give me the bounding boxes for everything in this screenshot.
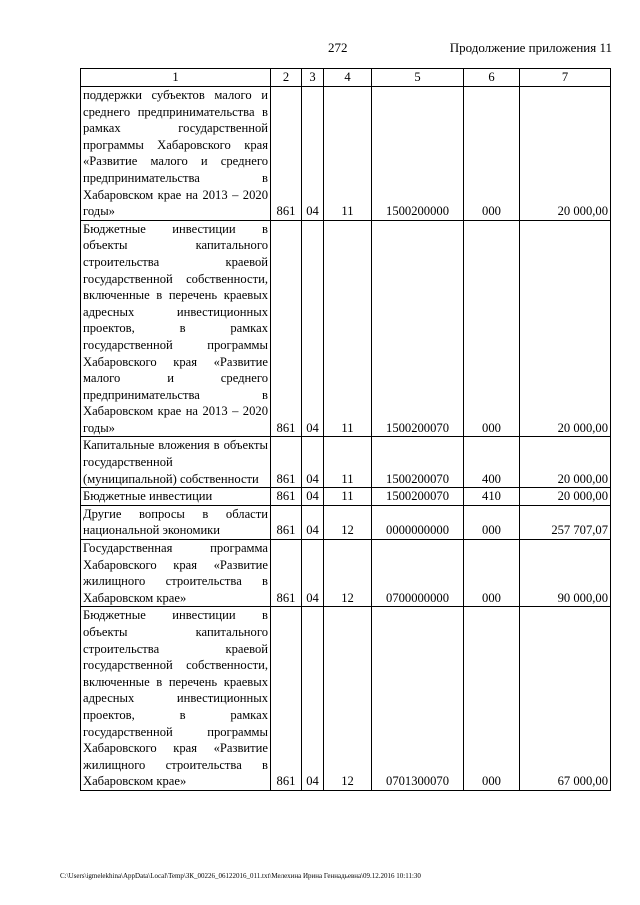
table-row: [81, 505, 611, 539]
ministry-code: 861: [271, 220, 302, 437]
amount: 20 000,00: [520, 220, 611, 437]
column-header: 4: [324, 69, 372, 87]
appendix-continuation-label: Продолжение приложения 11: [449, 40, 612, 55]
amount: 257 707,07: [520, 505, 611, 539]
amount: 20 000,00: [520, 437, 611, 488]
subsection-code: 11: [324, 488, 372, 506]
column-header: 7: [520, 69, 611, 87]
section-code: 04: [302, 437, 324, 488]
expense-type-code: 000: [464, 540, 520, 607]
ministry-code: 861: [271, 540, 302, 607]
amount: 90 000,00: [520, 540, 611, 607]
subsection-code: 12: [324, 505, 372, 539]
row-name: Бюджетные инвестиции в объекты капитального строительства краевой государственной собственности, включенные в перечень краевых адресных инвестиционных проектов, в рамках государственной программы Хабаровского края «Развитие малого и среднего предпринимательства в Хабаровском крае на 2013 – 2020 годы»: [81, 220, 271, 437]
expense-type-code: 000: [464, 87, 520, 221]
column-header: 1: [81, 69, 271, 87]
ministry-code: 861: [271, 505, 302, 539]
row-name: Государственная программа Хабаровского края «Развитие жилищного строительства в Хабаровском крае»: [81, 540, 271, 607]
expense-type-code: 400: [464, 437, 520, 488]
section-code: 04: [302, 540, 324, 607]
target-article-code: 1500200070: [372, 437, 464, 488]
table-row: [81, 437, 611, 488]
section-code: 04: [302, 220, 324, 437]
section-code: 04: [302, 607, 324, 791]
row-name: поддержки субъектов малого и среднего предпринимательства в рамках государственной программы Хабаровского края «Развитие малого и среднего предпринимательства в Хабаровском крае на 2013 – 2020 годы»: [81, 87, 271, 221]
ministry-code: 861: [271, 437, 302, 488]
row-name: Капитальные вложения в объекты государственной (муниципальной) собственности: [81, 437, 271, 488]
subsection-code: 11: [324, 437, 372, 488]
row-name: Бюджетные инвестиции: [81, 488, 271, 506]
subsection-code: 12: [324, 540, 372, 607]
column-header: 5: [372, 69, 464, 87]
section-code: 04: [302, 488, 324, 506]
section-code: 04: [302, 505, 324, 539]
subsection-code: 12: [324, 607, 372, 791]
budget-table: [80, 68, 611, 791]
row-name: Бюджетные инвестиции в объекты капитального строительства краевой государственной собственности, включенные в перечень краевых адресных инвестиционных проектов, в рамках государственной программы Хабаровского края «Развитие жилищного строительства в Хабаровском крае»: [81, 607, 271, 791]
target-article-code: 1500200000: [372, 87, 464, 221]
subsection-code: 11: [324, 220, 372, 437]
ministry-code: 861: [271, 488, 302, 506]
amount: 67 000,00: [520, 607, 611, 791]
target-article-code: 0701300070: [372, 607, 464, 791]
page-number: 272: [328, 40, 348, 55]
section-code: 04: [302, 87, 324, 221]
table-row: [81, 607, 611, 791]
column-header: 6: [464, 69, 520, 87]
column-number-row: [81, 69, 611, 87]
expense-type-code: 000: [464, 505, 520, 539]
ministry-code: 861: [271, 607, 302, 791]
ministry-code: 861: [271, 87, 302, 221]
subsection-code: 11: [324, 87, 372, 221]
amount: 20 000,00: [520, 87, 611, 221]
table-row: [81, 220, 611, 437]
target-article-code: 1500200070: [372, 220, 464, 437]
expense-type-code: 000: [464, 220, 520, 437]
table-row: [81, 540, 611, 607]
target-article-code: 0000000000: [372, 505, 464, 539]
document-file-path: C:\Users\igmelekhina\AppData\Local\Temp\ЗК_00226_06122016_011.txt\Мелехина Ирина Геннадьевна\09.12.2016 10:11:30: [60, 872, 421, 880]
table-row: [81, 87, 611, 221]
column-header: 2: [271, 69, 302, 87]
table-row: [81, 488, 611, 506]
target-article-code: 0700000000: [372, 540, 464, 607]
expense-type-code: 410: [464, 488, 520, 506]
expense-type-code: 000: [464, 607, 520, 791]
column-header: 3: [302, 69, 324, 87]
target-article-code: 1500200070: [372, 488, 464, 506]
amount: 20 000,00: [520, 488, 611, 506]
row-name: Другие вопросы в области национальной экономики: [81, 505, 271, 539]
